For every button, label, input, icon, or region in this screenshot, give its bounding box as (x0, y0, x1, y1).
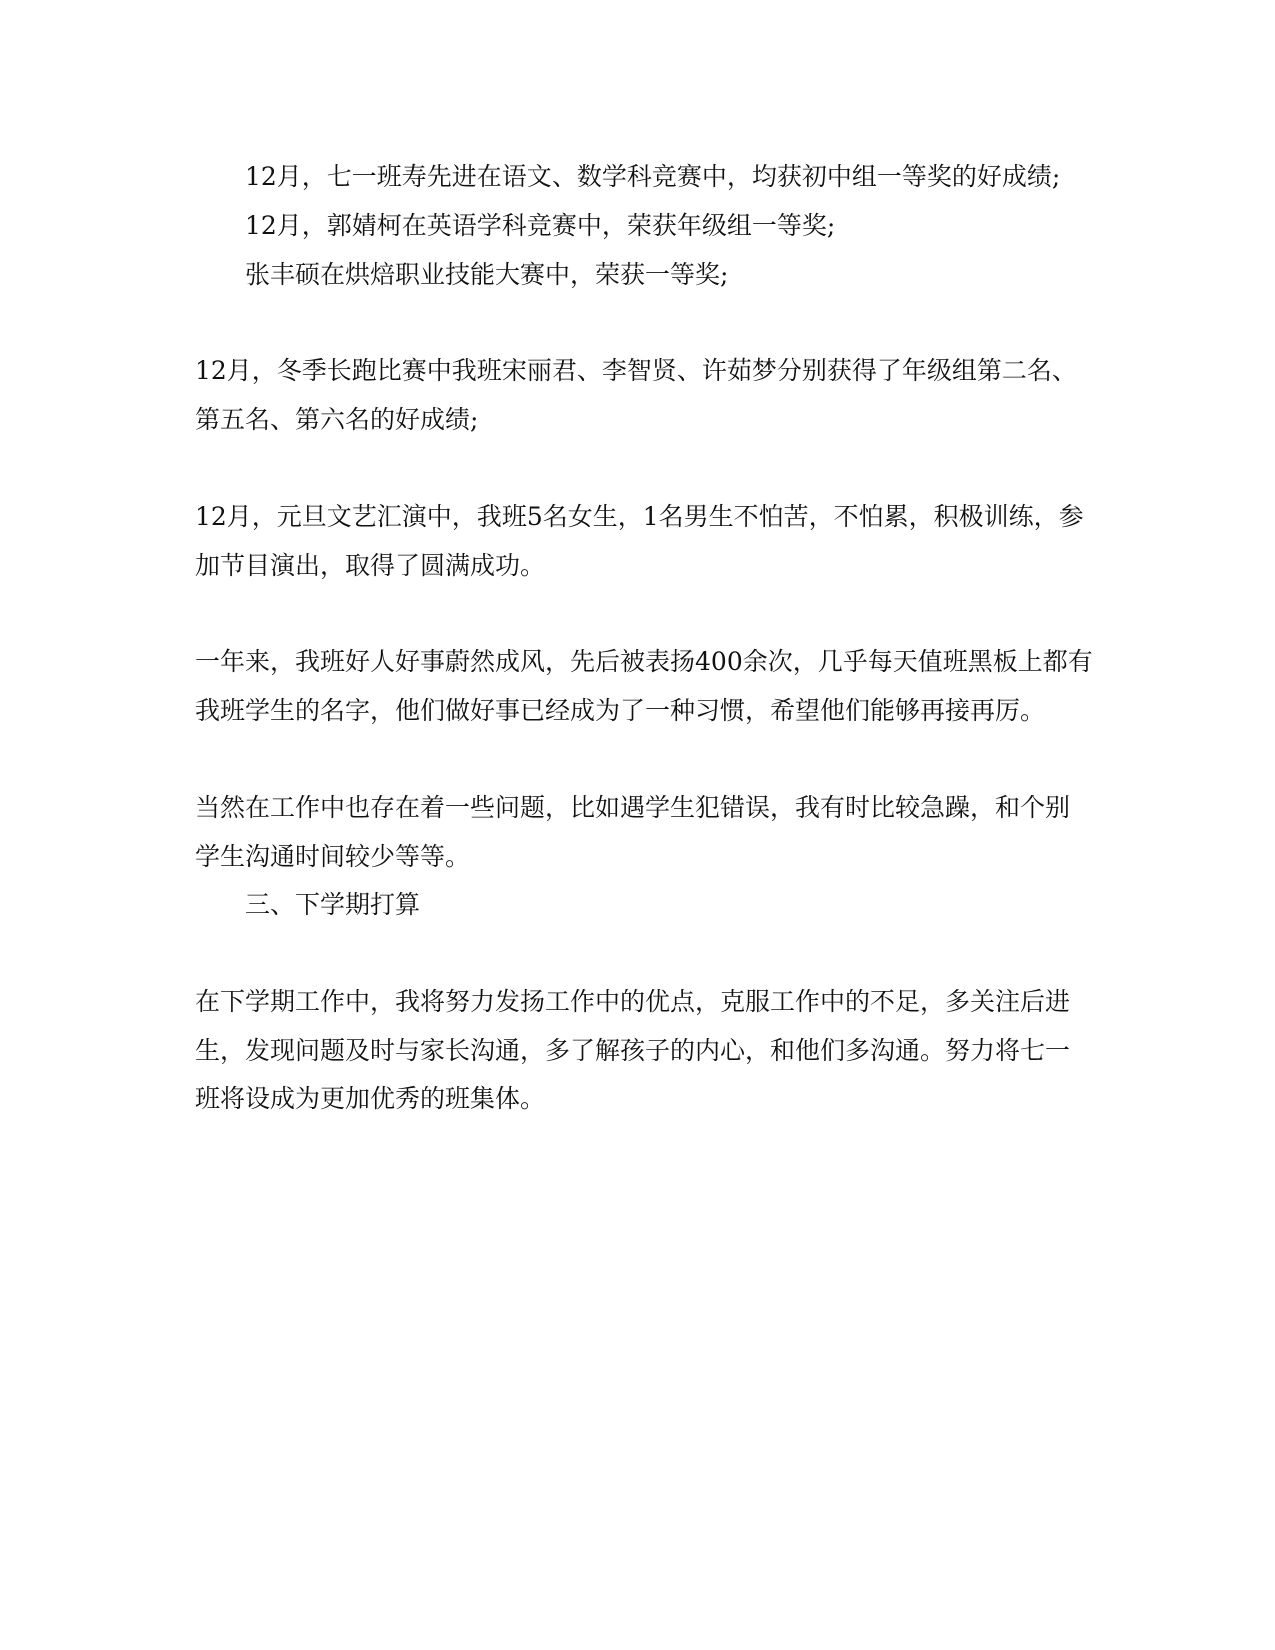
paragraph-text: 12月，元旦文艺汇演中，我班5名女生，1名男生不怕苦，不怕累，积极训练，参 (195, 502, 1084, 531)
paragraph-text: 当然在工作中也存在着一些问题，比如遇学生犯错误，我有时比较急躁，和个别 (195, 793, 1071, 822)
paragraph-text: 张丰硕在烘焙职业技能大赛中，荣获一等奖; (245, 260, 729, 289)
paragraph-text: 生，发现问题及时与家长沟通，多了解孩子的内心，和他们多沟通。努力将七一 (195, 1036, 1071, 1065)
paragraph-text: 12月，郭婧柯在英语学科竞赛中，荣获年级组一等奖; (245, 211, 836, 240)
paragraph-text: 第五名、第六名的好成绩; (195, 405, 479, 434)
section-heading: 三、下学期打算 (245, 890, 421, 919)
paragraph-text: 一年来，我班好人好事蔚然成风，先后被表扬400余次，几乎每天值班黑板上都有 (195, 647, 1093, 676)
paragraph-text: 12月，冬季长跑比赛中我班宋丽君、李智贤、许茹梦分别获得了年级组第二名、 (195, 356, 1077, 385)
paragraph-text: 12月，七一班寿先进在语文、数学科竞赛中，均获初中组一等奖的好成绩; (245, 162, 1061, 191)
paragraph-text: 班将设成为更加优秀的班集体。 (195, 1084, 546, 1113)
paragraph-text: 加节目演出，取得了圆满成功。 (195, 551, 546, 580)
paragraph-text: 学生沟通时间较少等等。 (195, 842, 471, 871)
paragraph-text: 我班学生的名字，他们做好事已经成为了一种习惯，希望他们能够再接再厉。 (195, 696, 1046, 725)
paragraph-text: 在下学期工作中，我将努力发扬工作中的优点，克服工作中的不足，多关注后进 (195, 987, 1071, 1016)
